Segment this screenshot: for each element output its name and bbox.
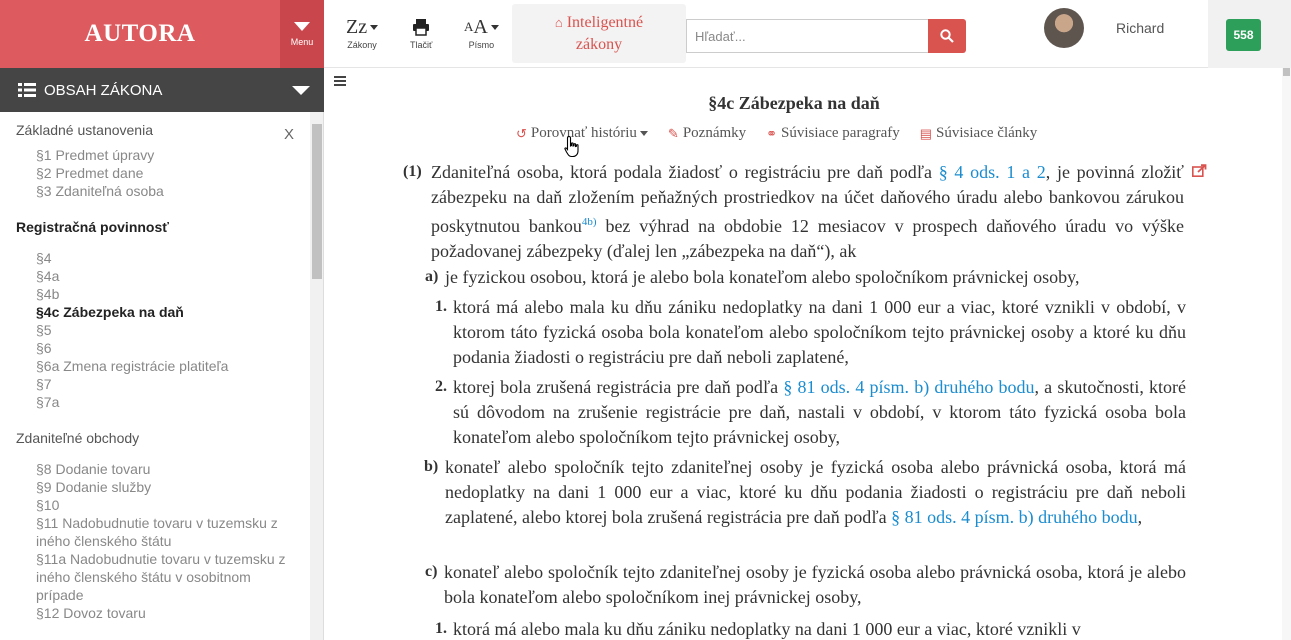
home-icon: ⌂ bbox=[554, 15, 563, 30]
related-paragraphs-label: Súvisiace paragrafy bbox=[781, 125, 900, 141]
footnote-link[interactable]: 4b) bbox=[581, 216, 597, 228]
print-button[interactable] bbox=[410, 14, 432, 58]
law-link[interactable]: § 81 ods. 4 písm. b) druhého bodu bbox=[783, 377, 1035, 397]
search-input[interactable] bbox=[686, 19, 928, 53]
scrollbar-thumb[interactable] bbox=[312, 124, 322, 279]
sidebar-item[interactable]: §7a bbox=[36, 394, 60, 410]
item-letter: a) bbox=[425, 268, 439, 285]
sidebar-section-title[interactable]: Registračná povinnosť bbox=[16, 219, 169, 235]
sidebar-item[interactable]: §12 Dovoz tovaru bbox=[36, 605, 146, 621]
top-header bbox=[0, 0, 1291, 68]
font-size-button[interactable] bbox=[464, 14, 499, 58]
text-span: bez výhrad na obdobie 12 mesiacov v prospech daňového úradu vo výške požadovanej zábezpeky (ďalej len „zábezpeka na daň“), ak bbox=[431, 216, 1184, 261]
close-icon[interactable]: X bbox=[284, 126, 295, 143]
item-text: ktorá má alebo mala ku dňu zániku nedoplatky na dani 1 000 eur a viac, ktoré vznikli v bbox=[453, 619, 1081, 639]
action-bar bbox=[516, 125, 1057, 142]
item-number: 1. bbox=[435, 620, 447, 637]
sidebar-item[interactable]: §7 bbox=[36, 376, 52, 392]
search-button[interactable] bbox=[928, 19, 966, 53]
sidebar-item[interactable]: §11 Nadobudnutie tovaru v tuzemsku z iného členského štátu bbox=[36, 515, 278, 549]
sidebar-list bbox=[16, 146, 294, 200]
item-letter: c) bbox=[425, 563, 438, 580]
sidebar-list bbox=[16, 460, 294, 622]
text-span: ktorej bola zrušená registrácia pre daň podľa bbox=[453, 377, 784, 397]
item-number: 1. bbox=[435, 298, 447, 315]
sidebar-item[interactable]: §2 Predmet dane bbox=[36, 165, 144, 181]
logo[interactable]: AUTORA bbox=[0, 0, 280, 68]
sidebar-item[interactable]: §3 Zdaniteľná osoba bbox=[36, 183, 164, 199]
sidebar-item[interactable]: §6 bbox=[36, 340, 52, 356]
printer-icon bbox=[412, 14, 430, 40]
sidebar-item[interactable]: §6a Zmena registrácie platiteľa bbox=[36, 358, 229, 374]
font-label: Písmo bbox=[468, 40, 495, 50]
related-articles-button[interactable] bbox=[920, 125, 1038, 142]
item-number: 2. bbox=[435, 378, 447, 395]
main-scrollbar[interactable] bbox=[1282, 68, 1291, 640]
sidebar-item[interactable]: §4b bbox=[36, 286, 60, 302]
user-name[interactable]: Richard bbox=[1116, 20, 1165, 36]
law-link[interactable]: § 4 ods. 1 a 2 bbox=[938, 162, 1046, 182]
related-articles-label: Súvisiace články bbox=[936, 125, 1038, 141]
sidebar-title: OBSAH ZÁKONA bbox=[44, 81, 163, 99]
laws-label: Zákony bbox=[347, 40, 377, 50]
search-icon bbox=[940, 29, 954, 43]
history-icon: ↺ bbox=[516, 125, 527, 141]
sidebar-section-title[interactable]: Zdaniteľné obchody bbox=[16, 430, 140, 446]
chevron-down-icon[interactable] bbox=[292, 86, 310, 95]
sidebar-item[interactable]: §4a bbox=[36, 268, 60, 284]
avatar[interactable] bbox=[1044, 8, 1084, 48]
sidebar-section-title[interactable]: Základné ustanovenia bbox=[16, 122, 153, 138]
item-text: ktorá má alebo mala ku dňu zániku nedoplatky na dani 1 000 eur a viac, ktoré vznikli v období, v ktorom táto fyzická osoba bola konateľom alebo spoločníkom tejto právnickej osoby a ktoré ku dňu podania žiadosti o registráciu pre daň neboli zaplatené, bbox=[453, 297, 1186, 367]
hand-cursor-icon bbox=[564, 135, 582, 159]
print-label: Tlačiť bbox=[410, 40, 433, 50]
link-icon: ⚭ bbox=[766, 125, 778, 141]
list-icon bbox=[18, 83, 36, 97]
related-paragraphs-button[interactable] bbox=[766, 125, 900, 142]
notes-button[interactable] bbox=[668, 125, 746, 142]
item-text: je fyzickou osobou, ktorá je alebo bola konateľom alebo spoločníkom právnickej osoby, bbox=[445, 267, 1080, 287]
scrollbar-thumb[interactable] bbox=[1283, 68, 1290, 76]
sidebar bbox=[0, 112, 310, 640]
law-link[interactable]: § 81 ods. 4 písm. b) druhého bodu bbox=[891, 507, 1138, 527]
item-text bbox=[453, 375, 1186, 450]
count-badge[interactable]: 558 bbox=[1226, 19, 1261, 51]
smart-laws-label-1: Inteligentné bbox=[566, 14, 644, 31]
sidebar-item[interactable]: §4 bbox=[36, 250, 52, 266]
badge-area bbox=[1208, 0, 1291, 68]
menu-label: Menu bbox=[290, 36, 314, 47]
sidebar-item[interactable]: §5 bbox=[36, 322, 52, 338]
text-span: , bbox=[1137, 507, 1143, 527]
text-span: , je povinná zložiť zábezpeku na daň zložením peňažných prostriedkov na účet daňového úradu alebo bankovou zárukou poskytnutou bankou bbox=[431, 162, 1185, 236]
sidebar-item[interactable]: §9 Dodanie služby bbox=[36, 479, 152, 495]
paragraph-number: (1) bbox=[403, 163, 422, 180]
sidebar-item[interactable]: §11a Nadobudnutie tovaru v tuzemsku z iného členského štátu v osobitnom prípade bbox=[36, 551, 286, 603]
text-span: Zdaniteľná osoba, ktorá podala žiadosť o registráciu pre daň podľa bbox=[431, 162, 939, 182]
compare-history-label: Porovnať históriu bbox=[530, 125, 637, 141]
sidebar-item-active[interactable]: §4c Zábezpeka na daň bbox=[36, 304, 184, 320]
paragraph-text bbox=[431, 160, 1184, 264]
share-icon[interactable] bbox=[1192, 164, 1207, 182]
item-text bbox=[445, 455, 1186, 530]
hamburger-icon[interactable] bbox=[334, 76, 346, 88]
edit-icon: ✎ bbox=[667, 125, 679, 141]
font-size-icon: A A bbox=[464, 14, 499, 40]
sidebar-item[interactable]: §1 Predmet úpravy bbox=[36, 147, 155, 163]
text-span: , a skutočnosti, ktoré sú dôvodom na zrušenie registrácie pre daň, nastali v období, v ktorom táto fyzická osoba bola konateľom alebo spoločníkom tejto právnickej osoby, bbox=[453, 377, 1186, 447]
smart-laws-button[interactable] bbox=[512, 4, 686, 63]
sidebar-item[interactable]: §10 bbox=[36, 497, 60, 513]
document-icon: ▤ bbox=[919, 125, 933, 141]
text-span: konateľ alebo spoločník tejto zdaniteľnej osoby je fyzická osoba alebo právnická osoba, ktorá má nedoplatky na dani 1 000 eur a viac, ktoré ku dňu podania žiadosti o registráciu pre daň neboli zaplatené, alebo ktorej bola zrušená registrácia pre daň podľa bbox=[445, 457, 1186, 527]
sidebar-list bbox=[16, 249, 294, 411]
laws-icon: Zz bbox=[346, 14, 378, 40]
item-letter: b) bbox=[424, 458, 439, 475]
page-title: §4c Zábezpeka na daň bbox=[708, 93, 880, 113]
item-text: konateľ alebo spoločník tejto zdaniteľnej osoby je fyzická osoba alebo právnická osoba, ktorá je alebo bola konateľom alebo spoločníkom inej právnickej osoby, bbox=[444, 562, 1186, 607]
notes-label: Poznámky bbox=[682, 125, 747, 141]
smart-laws-label-2: zákony bbox=[575, 36, 623, 53]
sidebar-header[interactable] bbox=[0, 68, 324, 112]
laws-tool-button[interactable] bbox=[346, 14, 378, 58]
sidebar-item[interactable]: §8 Dodanie tovaru bbox=[36, 461, 151, 477]
chevron-down-icon bbox=[294, 22, 310, 31]
main-content bbox=[324, 68, 1282, 640]
sidebar-scrollbar[interactable] bbox=[310, 112, 324, 640]
menu-button[interactable] bbox=[280, 0, 324, 68]
